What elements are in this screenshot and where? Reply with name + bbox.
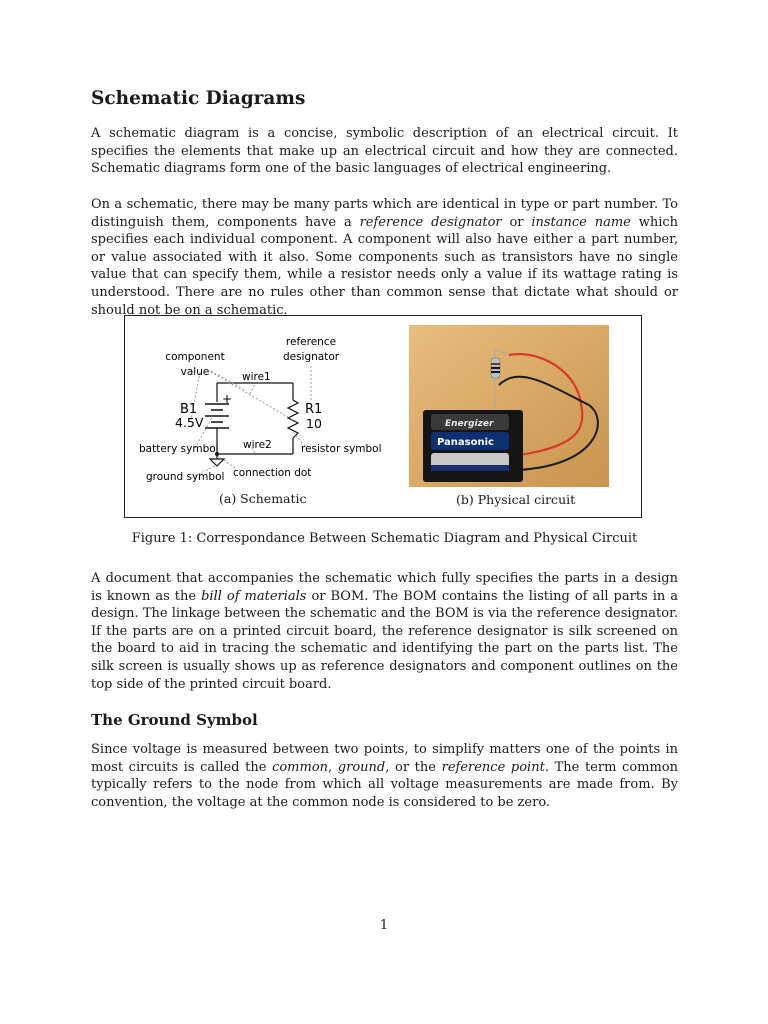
page-number: 1 (379, 918, 389, 933)
term-reference-designator: reference designator (359, 214, 502, 230)
ground-paragraph (91, 741, 678, 811)
r1-label: R1 (305, 402, 323, 417)
r1-value-label: 10 (306, 416, 322, 431)
physical-circuit-photo (409, 325, 609, 487)
subcaption-b: (b) Physical circuit (456, 492, 576, 507)
text-run: or BOM. The BOM contains the listing of all parts in a design. The linkage between the schematic and the BOM is via the reference designator. If the parts are on a printed circuit board, the reference designator is silk screened on the board to aid in tracing the schematic and identifying the part on the parts list. The silk screen is usually shows up as reference designators and component outlines on the top side of the printed circuit board. (91, 588, 678, 692)
section-heading: The Ground Symbol (91, 711, 258, 729)
energizer-brand: Energizer (445, 419, 494, 429)
term-reference-point: reference point (441, 759, 545, 775)
schematic-diagram (125, 316, 425, 516)
panasonic-brand: Panasonic (437, 437, 494, 448)
resistor-symbol (288, 400, 298, 438)
text-run: , (328, 759, 338, 775)
battery-plus-label: + (222, 392, 233, 406)
page-title: Schematic Diagrams (91, 88, 306, 109)
term-ground: ground (337, 759, 386, 775)
bom-paragraph (91, 570, 678, 693)
ground-symbol-label: ground symbol (146, 471, 225, 483)
term-common: common (272, 759, 329, 775)
reference-designator-label-1: reference (285, 336, 337, 348)
b1-label: B1 (180, 402, 198, 417)
text-run: or (501, 214, 532, 230)
text-run: which specifies each individual component. A component will also have either a part number, or value associated with it also. Some components such as transistors have no single value that can specify them, while a resistor needs only a value if its wattage rating is understood. There are no rules other than common sense that dictate what should or should not be on a schematic. (91, 214, 679, 318)
text-run: , or the (385, 759, 442, 775)
text-run: Since voltage is measured between two points, to simplify matters one of the points in most circuits is called the (91, 742, 678, 775)
text-run: . The term common typically refers to the node from which all voltage measurements are made from. By convention, the voltage at the common node is considered to be zero. (91, 759, 678, 810)
connection-dot-label: connection dot (233, 467, 312, 479)
term-bill-of-materials: bill of materials (201, 588, 307, 604)
text-run: A document that accompanies the schematic which fully specifies the parts in a design is known as the (91, 571, 678, 604)
b1-value-label: 4.5V (175, 415, 204, 430)
resistor-symbol-label: resistor symbol (301, 443, 382, 455)
component-value-label-2: value (180, 366, 210, 378)
designator-paragraph (91, 196, 678, 319)
battery-symbol (205, 404, 229, 428)
intro-paragraph: A schematic diagram is a concise, symbolic description of an electrical circuit. It specifies the elements that make up an electrical circuit and how they are connected. Schematic diagrams form one of the basic languages of electrical engineering. (91, 126, 678, 177)
wire2-label: wire2 (243, 439, 272, 451)
battery-symbol-label: battery symbol (139, 443, 219, 455)
wire1-label: wire1 (242, 371, 271, 383)
text-run: On a schematic, there may be many parts which are identical in type or part number. To distinguish them, components have a (91, 197, 678, 230)
term-instance-name: instance name (531, 214, 631, 230)
reference-designator-label-2: designator (282, 351, 340, 363)
subcaption-a: (a) Schematic (219, 491, 307, 506)
ground-symbol (210, 454, 224, 466)
figure-caption: Figure 1: Correspondance Between Schematic Diagram and Physical Circuit (131, 531, 638, 546)
component-value-label-1: component (165, 351, 225, 363)
figure-frame (124, 315, 642, 518)
